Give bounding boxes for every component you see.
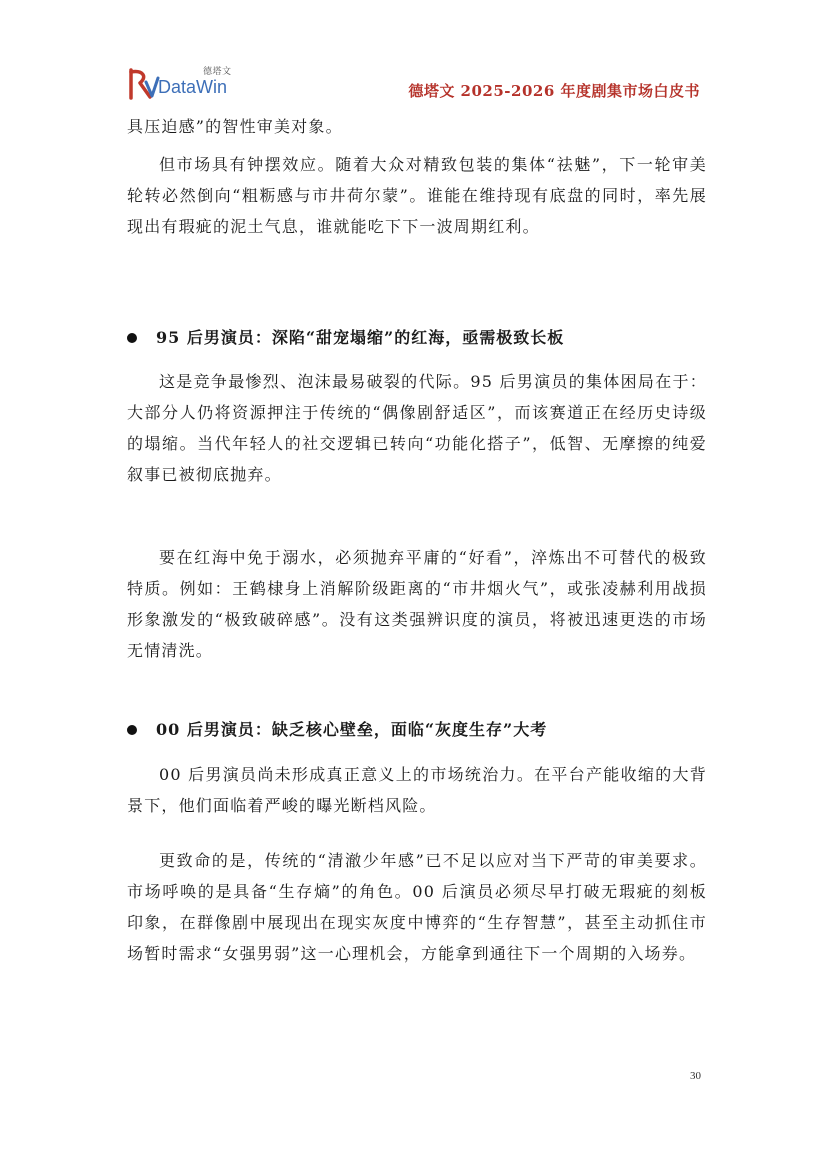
paragraph-95-competition: 这是竞争最惨烈、泡沫最易破裂的代际。95 后男演员的集体困局在于：大部分人仍将资源押注于传统的“偶像剧舒适区”，而该赛道正在经历史诗级的塌缩。当代年轻人的社交逻辑已转向“功能化搭子”，低智、无摩擦的纯爱叙事已被彻底抛弃。 — [127, 372, 707, 484]
page-header — [128, 60, 700, 104]
paragraph-95-red-sea: 要在红海中免于溺水，必须抛弃平庸的“好看”，淬炼出不可替代的极致特质。例如：王鹤棣身上消解阶级距离的“市井烟火气”，或张凌赫利用战损形象激发的“极致破碎感”。没有这类强辨识度的演员，将被迅速更迭的市场无情清洗。 — [127, 548, 707, 660]
paragraph-00-market: 00 后男演员尚未形成真正意义上的市场统治力。在平台产能收缩的大背景下，他们面临着严峻的曝光断档风险。 — [127, 765, 707, 815]
paragraph-continuation: 具压迫感”的智性审美对象。 — [127, 117, 343, 136]
paragraph-pendulum: 但市场具有钟摆效应。随着大众对精致包装的集体“祛魅”，下一轮审美轮转必然倒向“粗粝感与市井荷尔蒙”。谁能在维持现有底盘的同时，率先展现出有瑕疵的泥土气息，谁就能吃下下一波周期红利。 — [127, 155, 707, 236]
section-heading-95-text: 95 后男演员：深陷“甜宠塌缩”的红海，亟需极致长板 — [156, 328, 565, 347]
datawin-logo — [128, 64, 268, 104]
document-title: 德塔文 2025-2026 年度剧集市场白皮书 — [408, 82, 700, 100]
bullet-icon — [127, 725, 137, 735]
bullet-icon — [127, 333, 137, 343]
logo-english-text: DataWin — [158, 77, 228, 97]
page-number: 30 — [690, 1070, 701, 1082]
paragraph-00-survival: 更致命的是，传统的“清澈少年感”已不足以应对当下严苛的审美要求。市场呼唤的是具备“生存熵”的角色。00 后演员必须尽早打破无瑕疵的刻板印象，在群像剧中展现出在现实灰度中博弈的“生存智慧”，甚至主动抓住市场暂时需求“女强男弱”这一心理机会，方能拿到通往下一个周期的入场券。 — [127, 851, 707, 963]
section-heading-00-text: 00 后男演员：缺乏核心壁垒，面临“灰度生存”大考 — [156, 720, 548, 739]
logo-chinese-text: 德塔文 — [203, 67, 232, 77]
